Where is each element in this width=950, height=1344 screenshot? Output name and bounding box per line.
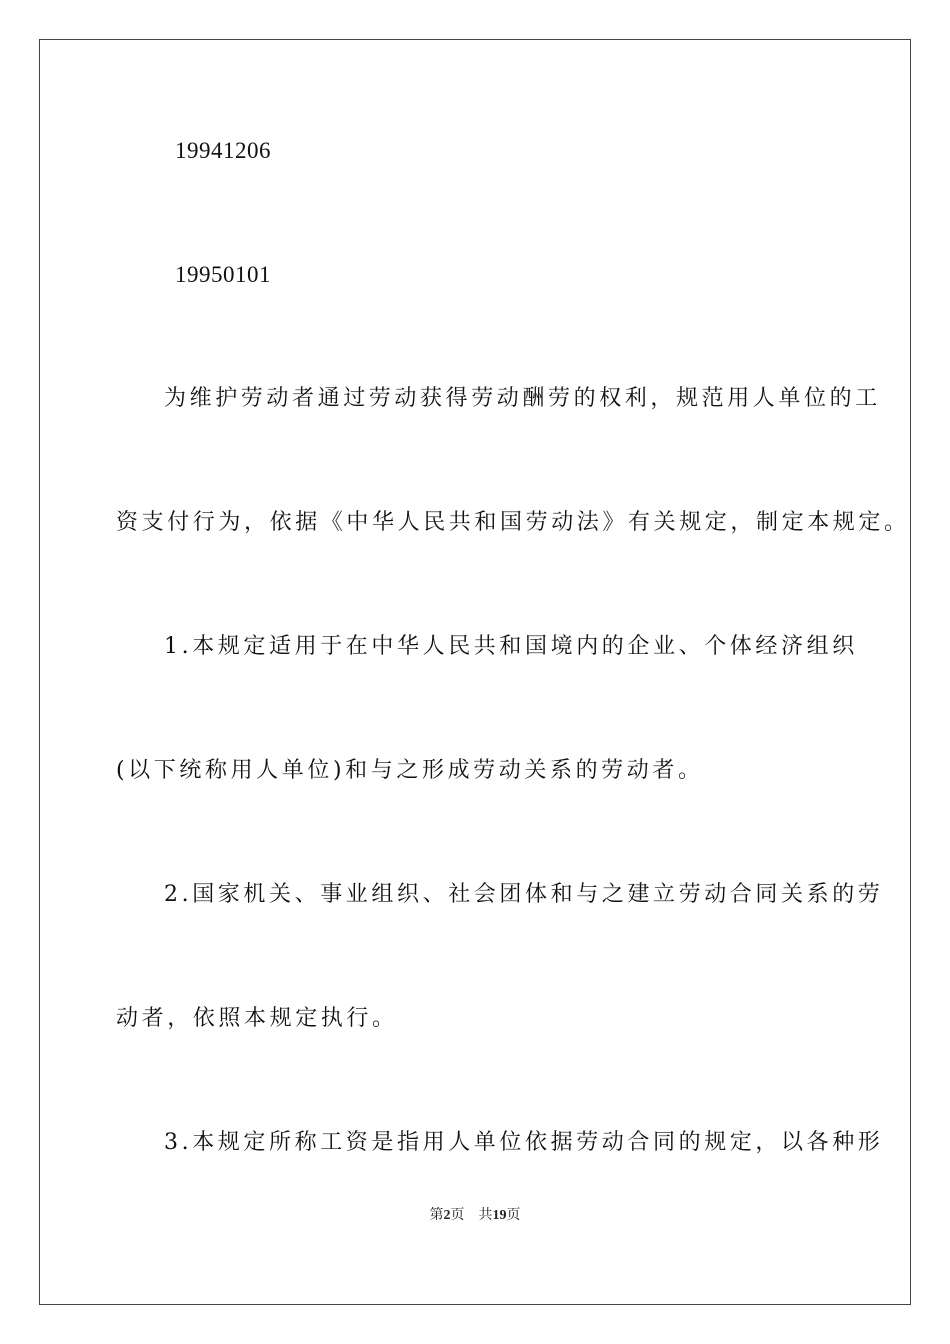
footer-prefix: 第	[429, 1208, 444, 1223]
date-line-1: 19941206	[175, 138, 271, 163]
paragraph-line-5: 2.国家机关、事业组织、社会团体和与之建立劳动合同关系的劳	[164, 882, 884, 907]
paragraph-line-6: 动者，依照本规定执行。	[116, 1006, 398, 1031]
paragraph-line-3: 1.本规定适用于在中华人民共和国境内的企业、个体经济组织	[164, 634, 858, 659]
paragraph-line-4: (以下统称用人单位)和与之形成劳动关系的劳动者。	[116, 758, 704, 783]
footer-mid: 页 共	[450, 1208, 493, 1223]
page-frame	[39, 39, 911, 1305]
paragraph-line-7: 3.本规定所称工资是指用人单位依据劳动合同的规定，以各种形	[164, 1130, 884, 1155]
paragraph-line-2: 资支付行为，依据《中华人民共和国劳动法》有关规定，制定本规定。	[116, 510, 910, 535]
footer-page-current: 2	[443, 1208, 451, 1223]
paragraph-line-1: 为维护劳动者通过劳动获得劳动酬劳的权利，规范用人单位的工	[164, 386, 881, 411]
footer-suffix: 页	[506, 1208, 521, 1223]
date-line-2: 19950101	[175, 262, 271, 287]
footer-page-total: 19	[492, 1208, 507, 1223]
page-footer	[0, 1206, 950, 1226]
